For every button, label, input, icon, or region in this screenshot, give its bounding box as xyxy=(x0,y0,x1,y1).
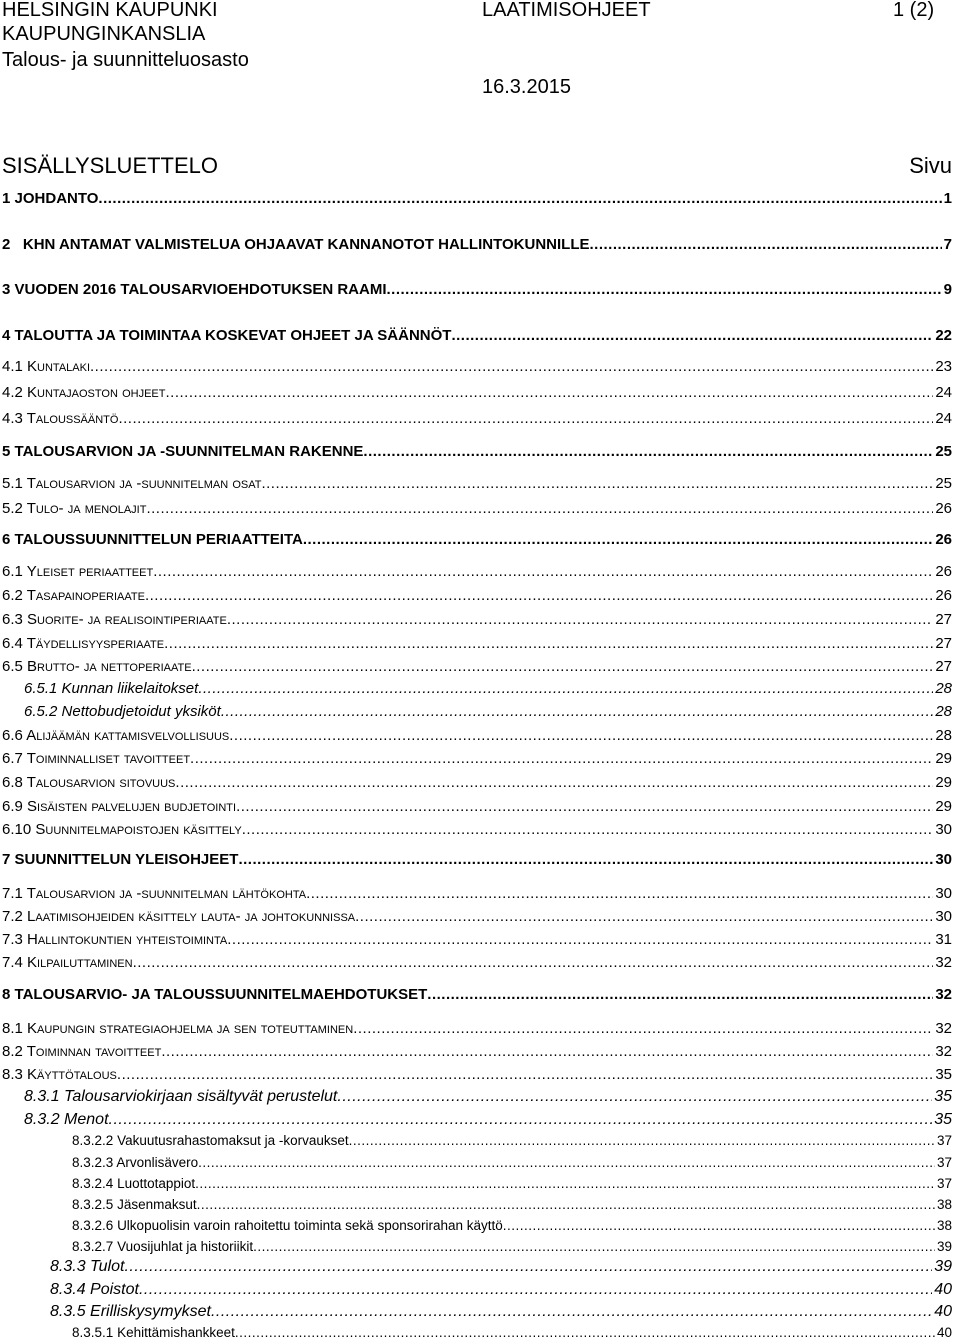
toc-leader xyxy=(238,851,933,868)
toc-entry-number: 6.5.2 xyxy=(24,703,58,720)
toc-leader xyxy=(355,908,933,925)
toc-entry-page: 40 xyxy=(936,1325,952,1340)
toc-entry[interactable] xyxy=(0,190,960,207)
toc-entry-title: TALOUTTA JA TOIMINTAA KOSKEVAT OHJEET JA SÄÄNNÖT xyxy=(14,327,452,344)
toc-entry[interactable] xyxy=(0,611,960,628)
toc-entry-page: 22 xyxy=(935,327,952,344)
toc-entry[interactable] xyxy=(0,1088,960,1106)
toc-entry-title: Kaupungin strategiaohjelma ja sen toteuttaminen xyxy=(27,1020,354,1037)
toc-entry-title: Talousarvion ja -suunnitelman osat xyxy=(26,475,262,492)
toc-leader xyxy=(90,358,933,375)
toc-entry[interactable] xyxy=(0,1155,960,1170)
toc-entry-number: 6.7 xyxy=(2,750,23,767)
toc-entry[interactable] xyxy=(0,908,960,925)
toc-entry-number: 5.1 xyxy=(2,475,23,492)
toc-entry-page: 9 xyxy=(943,281,952,298)
header-date: 16.3.2015 xyxy=(482,76,571,98)
toc-entry[interactable] xyxy=(0,851,960,868)
toc-entry-page: 29 xyxy=(935,774,952,791)
toc-entry-number: 7.3 xyxy=(2,931,23,948)
toc-entry-number: 8.3.4 xyxy=(50,1281,86,1298)
toc-entry-number: 5.2 xyxy=(2,500,23,517)
toc-leader xyxy=(198,1155,935,1170)
toc-entry[interactable] xyxy=(0,443,960,460)
toc-entry-title: KHN ANTAMAT VALMISTELUA OHJAAVAT KANNANOTOT HALLINTOKUNNILLE xyxy=(22,236,590,253)
toc-leader xyxy=(195,1176,935,1191)
toc-entry-title: TALOUSARVION JA -SUUNNITELMAN RAKENNE xyxy=(14,443,364,460)
toc-leader xyxy=(164,635,933,652)
toc-entry[interactable] xyxy=(0,1197,960,1212)
toc-entry-number: 1 xyxy=(2,190,11,207)
toc-entry-page: 24 xyxy=(935,410,952,427)
toc-entry-number: 8.3.2.3 xyxy=(72,1155,114,1170)
toc-entry-number: 8.3 xyxy=(2,1066,23,1083)
toc-entry-page: 27 xyxy=(935,635,952,652)
toc-entry-page: 35 xyxy=(935,1066,952,1083)
toc-entry-page: 31 xyxy=(935,931,952,948)
toc-entry-page: 23 xyxy=(935,358,952,375)
toc-leader xyxy=(153,563,933,580)
toc-entry-page: 32 xyxy=(935,1020,952,1037)
toc-entry-page: 37 xyxy=(936,1133,952,1148)
toc-entry[interactable] xyxy=(0,531,960,548)
toc-leader xyxy=(229,727,933,744)
toc-leader xyxy=(133,954,934,971)
toc-entry[interactable] xyxy=(0,680,960,697)
toc-entry[interactable] xyxy=(0,1303,960,1321)
toc-entry-page: 25 xyxy=(935,475,952,492)
toc-entry-number: 4 xyxy=(2,327,11,344)
toc-entry[interactable] xyxy=(0,1239,960,1254)
toc-entry-title: Jäsenmaksut xyxy=(117,1197,197,1212)
toc-entry-title: Laatimisohjeiden käsittely lauta- ja johtokunnissa xyxy=(27,908,356,925)
toc-entry-title: Luottotappiot xyxy=(117,1176,196,1191)
toc-entry[interactable] xyxy=(0,727,960,744)
toc-entry-page: 30 xyxy=(935,885,952,902)
toc-page-column-label: Sivu xyxy=(909,153,952,178)
header-doc-type: LAATIMISOHJEET xyxy=(482,0,651,21)
toc-entry-title: Hallintokuntien yhteistoiminta xyxy=(27,931,228,948)
toc-entry-page: 28 xyxy=(935,680,952,697)
toc-entry-number: 5 xyxy=(2,443,11,460)
toc-leader xyxy=(236,798,933,815)
toc-entry-title: Suorite- ja realisointiperiaate xyxy=(27,611,227,628)
toc-leader xyxy=(211,1303,932,1321)
toc-entry-title: Menot xyxy=(64,1111,109,1128)
toc-entry-title: Täydellisyysperiaate xyxy=(26,635,165,652)
toc-entry-title: VUODEN 2016 TALOUSARVIOEHDOTUKSEN RAAMI xyxy=(14,281,387,298)
toc-leader xyxy=(190,750,933,767)
toc-entry-number: 8.3.2.2 xyxy=(72,1133,114,1148)
toc-entry-number: 8.3.2.7 xyxy=(72,1239,114,1254)
toc-entry-number: 7.4 xyxy=(2,954,23,971)
toc-entry-number: 8.3.2.5 xyxy=(72,1197,114,1212)
toc-entry[interactable] xyxy=(0,500,960,517)
toc-entry-title: Vakuutusrahastomaksut ja -korvaukset xyxy=(117,1133,349,1148)
toc-entry-number: 7 xyxy=(2,851,11,868)
toc-entry-page: 40 xyxy=(934,1281,952,1298)
toc-entry[interactable] xyxy=(0,1281,960,1299)
toc-entry[interactable] xyxy=(0,986,960,1003)
toc-leader xyxy=(109,1111,933,1129)
toc-entry[interactable] xyxy=(0,1043,960,1060)
toc-entry-page: 1 xyxy=(943,190,952,207)
toc-entry-number: 6.6 xyxy=(2,727,23,744)
toc-entry-number: 6.5.1 xyxy=(24,680,58,697)
toc-entry-number: 3 xyxy=(2,281,11,298)
toc-entry[interactable] xyxy=(0,885,960,902)
toc-entry-number: 6.2 xyxy=(2,587,23,604)
toc-entry[interactable] xyxy=(0,1066,960,1083)
toc-entry[interactable] xyxy=(0,931,960,948)
toc-entry[interactable] xyxy=(0,1176,960,1191)
toc-leader xyxy=(227,611,934,628)
toc-entry-number: 2 xyxy=(2,236,11,253)
toc-entry[interactable] xyxy=(0,821,960,838)
toc-entry-page: 24 xyxy=(935,384,952,401)
toc-entry-page: 39 xyxy=(934,1258,952,1275)
toc-entry-title: Kilpailuttaminen xyxy=(27,954,133,971)
toc-entry[interactable] xyxy=(0,1133,960,1148)
toc-entry-title: Nettobudjetoidut yksiköt xyxy=(61,703,221,720)
toc-leader xyxy=(589,236,941,253)
toc-leader xyxy=(261,475,933,492)
toc-leader xyxy=(139,1281,932,1299)
toc-entry-title: Erilliskysymykset xyxy=(90,1303,211,1320)
toc-leader xyxy=(146,500,933,517)
toc-leader xyxy=(235,1325,935,1340)
toc-entry[interactable] xyxy=(0,1020,960,1037)
toc-entry-number: 8.2 xyxy=(2,1043,23,1060)
toc-leader xyxy=(192,658,934,675)
toc-entry-title: Tulo- ja menolajit xyxy=(26,500,147,517)
toc-entry-page: 26 xyxy=(935,531,952,548)
toc-entry-page: 26 xyxy=(935,563,952,580)
toc-entry-number: 8 xyxy=(2,986,11,1003)
toc-entry-page: 25 xyxy=(935,443,952,460)
toc-entry-number: 7.2 xyxy=(2,908,23,925)
header-org-office: KAUPUNGINKANSLIA xyxy=(2,23,206,45)
toc-entry-title: Taloussääntö xyxy=(26,410,119,427)
toc-entry-page: 39 xyxy=(936,1239,952,1254)
toc-entry-page: 26 xyxy=(935,500,952,517)
toc-entry[interactable] xyxy=(0,1325,960,1340)
toc-entry-title: SUUNNITTELUN YLEISOHJEET xyxy=(14,851,239,868)
toc-leader xyxy=(124,1258,932,1276)
toc-entry-title: TALOUSSUUNNITTELUN PERIAATTEITA xyxy=(14,531,303,548)
toc-leader xyxy=(145,587,933,604)
toc-entry-number: 8.3.2.4 xyxy=(72,1176,114,1191)
toc-entry-number: 6.10 xyxy=(2,821,32,838)
toc-entry-title: Sisäisten palvelujen budjetointi xyxy=(27,798,237,815)
toc-leader xyxy=(451,327,933,344)
toc-entry[interactable] xyxy=(0,236,960,253)
toc-entry[interactable] xyxy=(0,281,960,298)
toc-entry-number: 8.3.1 xyxy=(24,1088,60,1105)
toc-entry-page: 38 xyxy=(936,1197,952,1212)
toc-entry-number: 4.1 xyxy=(2,358,23,375)
toc-entry-page: 30 xyxy=(935,851,952,868)
toc-leader xyxy=(98,190,941,207)
toc-entry[interactable] xyxy=(0,658,960,675)
toc-entry-page: 29 xyxy=(935,798,952,815)
toc-entry-title: Yleiset periaatteet xyxy=(26,563,154,580)
header-org-city: HELSINGIN KAUPUNKI xyxy=(2,0,218,21)
toc-leader xyxy=(118,410,933,427)
toc-leader xyxy=(161,1043,933,1060)
toc-leader xyxy=(303,531,933,548)
toc-entry-page: 7 xyxy=(943,236,952,253)
toc-entry-number: 6.5 xyxy=(2,658,23,675)
toc-entry-page: 27 xyxy=(935,611,952,628)
toc-entry[interactable] xyxy=(0,774,960,791)
toc-entry-page: 37 xyxy=(936,1176,952,1191)
toc-entry[interactable] xyxy=(0,327,960,344)
toc-title: SISÄLLYSLUETTELO xyxy=(2,153,219,178)
toc-entry-title: Ulkopuolisin varoin rahoitettu toiminta sekä sponsorirahan käyttö xyxy=(117,1218,503,1233)
toc-leader xyxy=(353,1020,933,1037)
toc-entry-title: Kuntajaoston ohjeet xyxy=(27,384,166,401)
toc-entry[interactable] xyxy=(0,410,960,427)
toc-entry-number: 8.3.5.1 xyxy=(72,1325,114,1340)
toc-leader xyxy=(197,1197,935,1212)
toc-entry[interactable] xyxy=(0,587,960,604)
toc-entry-title: Toiminnalliset tavoitteet xyxy=(26,750,191,767)
header-page-number: 1 (2) xyxy=(893,0,935,21)
toc-entry[interactable] xyxy=(0,384,960,401)
toc-leader xyxy=(165,384,933,401)
toc-entry-title: Brutto- ja nettoperiaate xyxy=(27,658,192,675)
toc-entry-page: 32 xyxy=(935,954,952,971)
toc-leader xyxy=(253,1239,935,1254)
toc-leader xyxy=(117,1066,933,1083)
toc-leader xyxy=(221,703,934,720)
toc-entry-title: JOHDANTO xyxy=(14,190,99,207)
toc-entry-title: Poistot xyxy=(90,1281,139,1298)
toc-entry-title: Tulot xyxy=(90,1258,125,1275)
toc-leader xyxy=(503,1218,935,1233)
toc-entry-title: Kunnan liikelaitokset xyxy=(61,680,199,697)
toc-leader xyxy=(387,281,942,298)
toc-entry-title: Kehittämishankkeet xyxy=(117,1325,235,1340)
toc-entry-number: 8.1 xyxy=(2,1020,23,1037)
toc-entry-page: 32 xyxy=(935,986,952,1003)
toc-entry-title: Toiminnan tavoitteet xyxy=(26,1043,162,1060)
toc-entry-page: 35 xyxy=(934,1088,952,1105)
toc-entry[interactable] xyxy=(0,703,960,720)
toc-entry-number: 7.1 xyxy=(2,885,23,902)
toc-leader xyxy=(306,885,933,902)
toc-entry-page: 28 xyxy=(935,727,952,744)
toc-entry-number: 6.8 xyxy=(2,774,23,791)
toc-entry-title: Talousarvion sitovuus xyxy=(26,774,176,791)
toc-entry-title: Talousarvion ja -suunnitelman lähtökohta xyxy=(26,885,307,902)
toc-entry-page: 35 xyxy=(934,1111,952,1128)
toc-entry[interactable] xyxy=(0,563,960,580)
toc-entry[interactable] xyxy=(0,475,960,492)
toc-leader xyxy=(349,1133,935,1148)
toc-entry[interactable] xyxy=(0,954,960,971)
toc-entry-page: 30 xyxy=(935,821,952,838)
toc-entry-number: 6.1 xyxy=(2,563,23,580)
toc-entry-number: 8.3.5 xyxy=(50,1303,86,1320)
toc-entry-number: 6.4 xyxy=(2,635,23,652)
toc-leader xyxy=(427,986,933,1003)
toc-entry-number: 8.3.3 xyxy=(50,1258,86,1275)
toc-entry[interactable] xyxy=(0,750,960,767)
toc-leader xyxy=(227,931,933,948)
toc-entry[interactable] xyxy=(0,1218,960,1233)
toc-leader xyxy=(175,774,933,791)
toc-entry-page: 40 xyxy=(934,1303,952,1320)
toc-entry[interactable] xyxy=(0,798,960,815)
toc-entry-page: 37 xyxy=(936,1155,952,1170)
toc-entry-title: Tasapainoperiaate xyxy=(26,587,145,604)
toc-entry-number: 8.3.2.6 xyxy=(72,1218,114,1233)
toc-entry-number: 6.9 xyxy=(2,798,23,815)
toc-entry-title: Suunnitelmapoistojen käsittely xyxy=(35,821,242,838)
toc-entry-page: 38 xyxy=(936,1218,952,1233)
toc-entry-number: 6 xyxy=(2,531,11,548)
toc-leader xyxy=(363,443,933,460)
toc-entry[interactable] xyxy=(0,1258,960,1276)
toc-entry-number: 8.3.2 xyxy=(24,1111,60,1128)
toc-entry[interactable] xyxy=(0,358,960,375)
toc-entry-title: Arvonlisävero xyxy=(116,1155,199,1170)
toc-entry-page: 30 xyxy=(935,908,952,925)
toc-entry-page: 26 xyxy=(935,587,952,604)
toc-entry-number: 4.2 xyxy=(2,384,23,401)
toc-entry-title: Alijäämän kattamisvelvollisuus xyxy=(26,727,230,744)
toc-leader xyxy=(337,1088,932,1106)
header-org-department: Talous- ja suunnitteluosasto xyxy=(2,49,249,71)
toc-leader xyxy=(198,680,933,697)
toc-entry-title: Vuosijuhlat ja historiikit xyxy=(117,1239,254,1254)
toc-entry-title: TALOUSARVIO- JA TALOUSSUUNNITELMAEHDOTUKSET xyxy=(14,986,428,1003)
toc-entry-number: 4.3 xyxy=(2,410,23,427)
toc-entry[interactable] xyxy=(0,635,960,652)
toc-entry-title: Kuntalaki xyxy=(27,358,91,375)
toc-entry-title: Talousarviokirjaan sisältyvät perustelut xyxy=(64,1088,338,1105)
toc-entry-number: 6.3 xyxy=(2,611,23,628)
toc-entry-page: 27 xyxy=(935,658,952,675)
toc-entry[interactable] xyxy=(0,1111,960,1129)
toc-entry-page: 32 xyxy=(935,1043,952,1060)
toc-entry-page: 28 xyxy=(935,703,952,720)
toc-entry-page: 29 xyxy=(935,750,952,767)
toc-entry-title: Käyttötalous xyxy=(27,1066,117,1083)
toc-leader xyxy=(242,821,934,838)
